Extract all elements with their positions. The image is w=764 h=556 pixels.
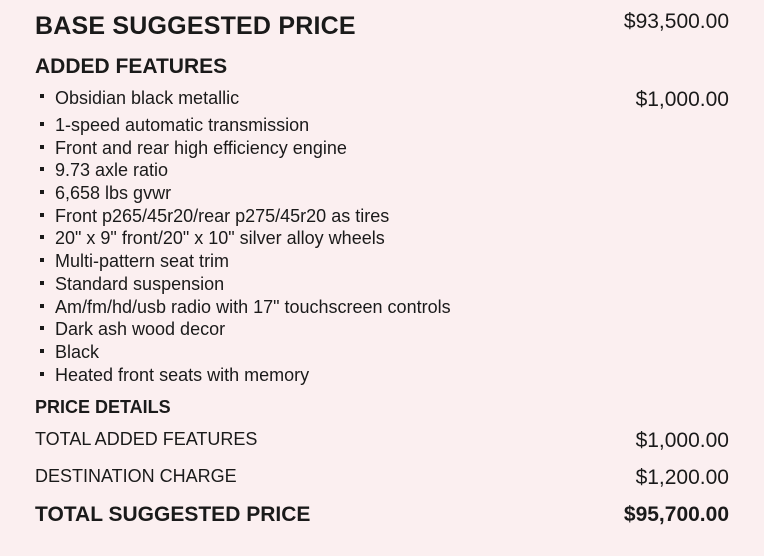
bullet-icon xyxy=(40,258,44,262)
total-suggested-price-value: $95,700.00 xyxy=(623,503,729,526)
feature-item xyxy=(38,318,729,341)
feature-item xyxy=(38,296,729,319)
bullet-icon xyxy=(40,281,44,285)
feature-item xyxy=(38,86,729,114)
feature-item xyxy=(38,227,729,250)
feature-label: Standard suspension xyxy=(55,273,225,294)
total-suggested-price-label: TOTAL SUGGESTED PRICE xyxy=(35,503,311,526)
feature-label: 1-speed automatic transmission xyxy=(55,115,310,135)
total-added-features-value: $1,000.00 xyxy=(635,429,729,452)
feature-label: Dark ash wood decor xyxy=(55,319,226,340)
destination-charge-row xyxy=(35,466,729,492)
base-price-row xyxy=(35,10,729,42)
destination-charge-value: $1,200.00 xyxy=(635,466,729,489)
feature-label: Am/fm/hd/usb radio with 17" touchscreen controls xyxy=(55,296,451,317)
feature-label: Black xyxy=(55,341,100,362)
feature-label: 20" x 9" front/20" x 10" silver alloy wheels xyxy=(55,228,385,249)
feature-item xyxy=(38,364,729,387)
feature-item xyxy=(38,205,729,228)
destination-charge-label: DESTINATION CHARGE xyxy=(35,466,237,486)
feature-item xyxy=(38,273,729,296)
feature-item xyxy=(38,114,729,137)
feature-item xyxy=(38,182,729,205)
bullet-icon xyxy=(40,167,44,171)
feature-label: Heated front seats with memory xyxy=(55,364,310,385)
bullet-icon xyxy=(40,94,44,98)
feature-label: 6,658 lbs gvwr xyxy=(55,183,172,204)
bullet-icon xyxy=(40,372,44,376)
feature-item xyxy=(38,137,729,160)
feature-item xyxy=(38,250,729,273)
base-price-value: $93,500.00 xyxy=(623,10,729,33)
base-price-label: BASE SUGGESTED PRICE xyxy=(35,12,356,40)
added-features-list xyxy=(38,86,729,386)
total-suggested-price-row xyxy=(35,503,729,531)
bullet-icon xyxy=(40,122,44,126)
feature-label: Obsidian black metallic xyxy=(55,88,240,108)
total-added-features-label: TOTAL ADDED FEATURES xyxy=(35,429,258,449)
bullet-icon xyxy=(40,145,44,149)
bullet-icon xyxy=(40,235,44,239)
bullet-icon xyxy=(40,213,44,217)
added-features-title: ADDED FEATURES xyxy=(35,55,228,78)
feature-label: Front p265/45r20/rear p275/45r20 as tires xyxy=(55,205,390,226)
feature-label: 9.73 axle ratio xyxy=(55,160,169,181)
total-added-features-row xyxy=(35,429,729,455)
added-features-price: $1,000.00 xyxy=(635,88,729,111)
feature-item xyxy=(38,159,729,182)
feature-item xyxy=(38,341,729,364)
feature-label: Multi-pattern seat trim xyxy=(55,251,230,272)
bullet-icon xyxy=(40,190,44,194)
bullet-icon xyxy=(40,304,44,308)
price-details-title: PRICE DETAILS xyxy=(35,397,171,417)
bullet-icon xyxy=(40,326,44,330)
bullet-icon xyxy=(40,349,44,353)
feature-label: Front and rear high efficiency engine xyxy=(55,137,347,158)
